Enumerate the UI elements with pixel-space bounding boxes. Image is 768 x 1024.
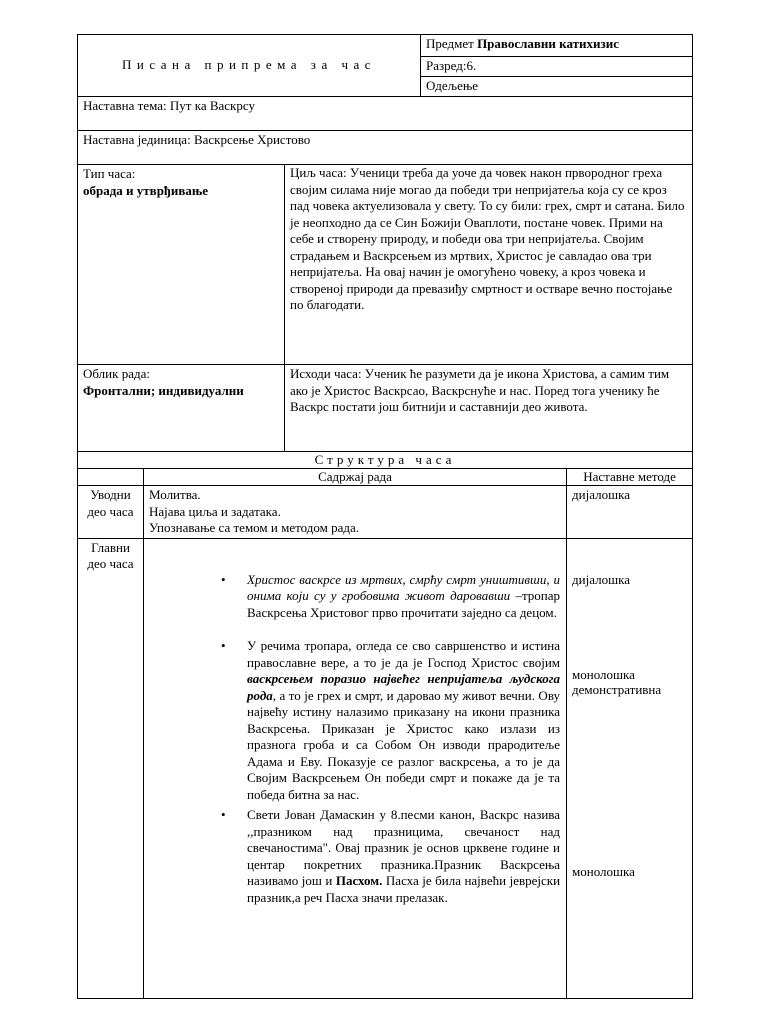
bullet-icon: •: [221, 807, 226, 822]
method-item: дијалошка: [572, 571, 630, 587]
main-bullet-list: [149, 572, 560, 907]
main-content: [144, 538, 567, 998]
intro-label: Уводни део часа: [78, 486, 144, 539]
list-item: [149, 807, 560, 906]
subject-label: Предмет: [426, 36, 478, 51]
work-form-label: Облик рада:: [83, 366, 150, 381]
intro-line: Најава циља и задатака.: [149, 503, 281, 519]
content-column-header: Садржај рада: [144, 469, 567, 486]
lesson-type-value: обрада и утврђивање: [83, 182, 209, 198]
class-cell: Одељење: [421, 77, 693, 97]
work-form-value: Фронтални; индивидуални: [83, 382, 244, 398]
lesson-plan-table: [77, 34, 693, 999]
paragraph-emphasis: Пасхом.: [335, 873, 383, 888]
troparion-text: Христос васкрсе из мртвих, смрћу смрт уништивши, и онима који су у гробовима живот даровавши: [247, 571, 561, 603]
structure-title: Структура часа: [78, 452, 693, 469]
unit-cell: Наставна јединица: Васкрсење Христово: [78, 131, 693, 165]
paragraph-emphasis: васкрсењем поразио највећег непријатеља људскога рода: [247, 671, 561, 703]
troparion-note: –тропар Васкрсења Христовог прво прочитати заједно са децом.: [247, 588, 561, 620]
method-item: монолошка: [572, 863, 635, 879]
subject-cell: [421, 35, 693, 57]
paragraph-text: Свети Јован Дамаскин у 8.песми канон, Васкрс назива ,,празником над празницима, свечаност над свечаностима". Овај празник је основ црквене године и центар покретних празника.Празник Васкрсења називамо још и: [247, 807, 561, 888]
outcomes-cell: Исходи часа: Ученик ће разумети да је икона Христова, а самим тим ако је Христос Васкрсао, Васкрснуће и нас. Поред тога ученику ће Васкрс постати још битнији и саставнији део живота.: [285, 365, 693, 452]
method-item: монолошка: [572, 666, 635, 682]
lesson-type-cell: [78, 165, 285, 365]
list-item: [149, 638, 560, 803]
structure-corner: [78, 469, 144, 486]
intro-content: [144, 486, 567, 539]
list-item: [149, 572, 560, 622]
paragraph-text: , а то је грех и смрт, и даровао му живот вечни. Ову највећу истину налазимо приказану на икони празника Васкрсења. Приказан је Христос како излази из празнога гроба и са Собом Он изводи прародитеље Адама и Еву. Показује се разлог васкрсења, а то је да Својим Васкрсењем Он победи смрт и покаже да је та победа битна за нас.: [247, 687, 561, 802]
grade-cell: Разред:6.: [421, 57, 693, 77]
methods-column-header: Наставне методе: [567, 469, 693, 486]
method-item: демонстративна: [572, 681, 662, 697]
lesson-plan-document: [77, 34, 692, 999]
paragraph-text: У речима тропара, огледа се сво савршенство и истина православне вере, а то је да је Господ Христос својим: [247, 638, 561, 670]
lesson-type-label: Тип часа:: [83, 166, 136, 181]
main-label: Главни део часа: [78, 538, 144, 998]
topic-cell: Наставна тема: Пут ка Васкрсу: [78, 97, 693, 131]
bullet-icon: •: [221, 571, 226, 587]
intro-line: Молитва.: [149, 487, 201, 502]
goal-cell: Циљ часа: Ученици треба да уоче да човек након прворoдног греха својим силама није могао да победи три непријатеља која су се кроз пад човека актуелизовала у свету. То су били: грех, смрт и сатана. Било је неопходно да се Син Божији Оваплоти, постане човек. Прими на себе и створену природу, и победи ова три непријатеља. Својим страдањем и Васкрсењем из мртвих, Христос је савладао ова три непријатеља. На овај начин је омогућено човеку, а кроз човека и створеној природи да превазиђу смртност и остваре вечно постојање по благодати.: [285, 165, 693, 365]
main-methods: [567, 538, 693, 998]
work-form-cell: [78, 365, 285, 452]
paragraph-text: Пасха је била највећи јеврејски празник,а реч Пасха значи прелазак.: [247, 873, 561, 905]
document-title: Писана припрема за час: [78, 35, 421, 97]
intro-line: Упознавање са темом и методом рада.: [149, 520, 359, 535]
bullet-icon: •: [221, 638, 226, 653]
intro-method: дијалошка: [567, 486, 693, 539]
subject-value: Православни катихизис: [477, 36, 619, 51]
